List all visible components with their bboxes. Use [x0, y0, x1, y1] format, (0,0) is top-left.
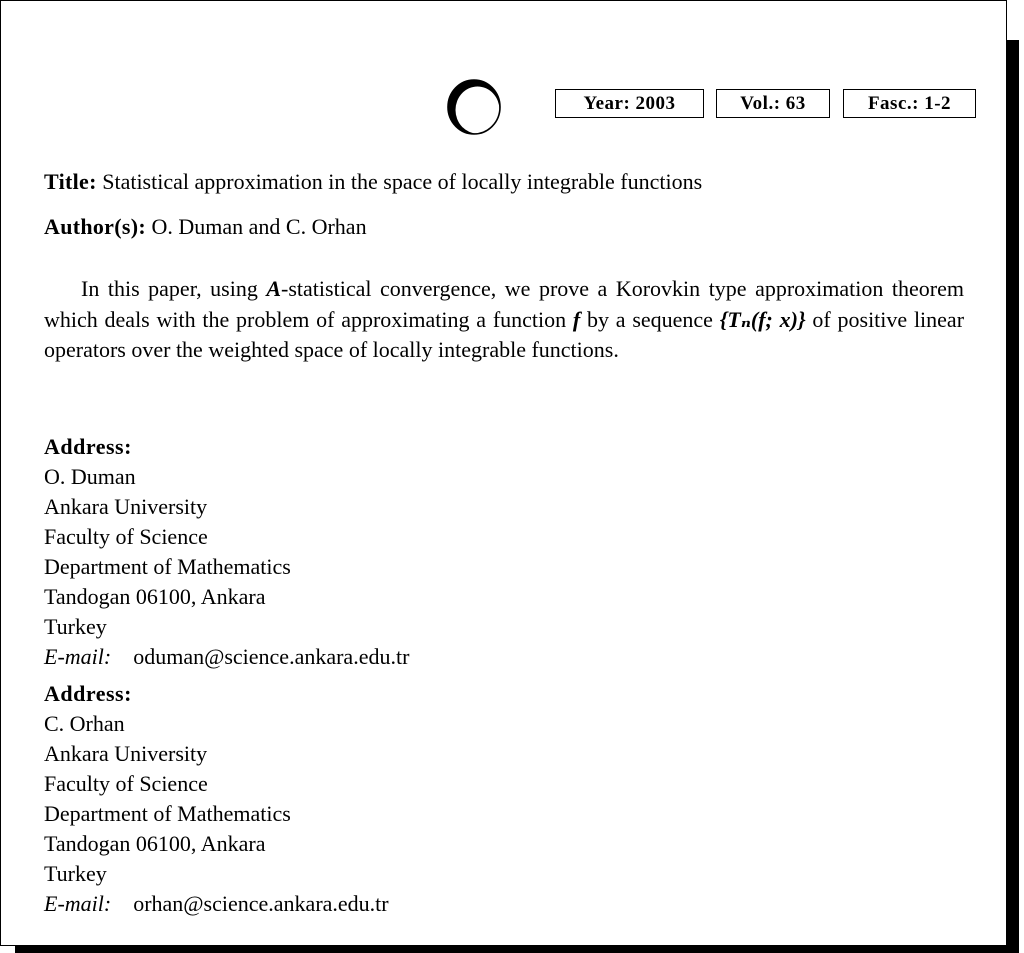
address-block-orhan — [44, 679, 389, 919]
paper-authors: O. Duman and C. Orhan — [151, 214, 367, 239]
year-badge: Year: 2003 — [555, 89, 704, 118]
address-country: Turkey — [44, 861, 107, 886]
email-address[interactable]: oduman@science.ankara.edu.tr — [133, 644, 410, 669]
title-label: Title: — [44, 169, 97, 194]
fascicle-badge: Fasc.: 1-2 — [843, 89, 976, 118]
abstract-math-sequence: {Tₙ(f; x)} — [719, 306, 806, 332]
paper-authors-row — [44, 212, 367, 242]
address-university: Ankara University — [44, 741, 208, 766]
address-department: Department of Mathematics — [44, 801, 291, 826]
address-email-row — [44, 642, 409, 672]
address-country: Turkey — [44, 614, 107, 639]
address-block-duman — [44, 432, 409, 672]
email-label: E-mail: — [44, 891, 112, 916]
address-email-row — [44, 889, 389, 919]
address-city: Tandogan 06100, Ankara — [44, 831, 266, 856]
address-name: C. Orhan — [44, 711, 125, 736]
address-name: O. Duman — [44, 464, 136, 489]
abstract-math-A: A — [266, 276, 282, 301]
address-label: Address: — [44, 681, 132, 706]
paper-title: Statistical approximation in the space of locally integrable functions — [102, 169, 703, 194]
address-university: Ankara University — [44, 494, 208, 519]
address-city: Tandogan 06100, Ankara — [44, 584, 266, 609]
abstract-paragraph — [44, 274, 964, 366]
abstract-text: by a sequence — [580, 306, 720, 332]
address-department: Department of Mathematics — [44, 554, 291, 579]
authors-label: Author(s): — [44, 214, 146, 239]
address-faculty: Faculty of Science — [44, 771, 208, 796]
crescent-circle-logo-icon — [447, 79, 503, 135]
paper-title-row — [44, 167, 702, 197]
abstract-text: of positive linear operators over the weighted space of locally integrable functions. — [44, 306, 965, 363]
email-address[interactable]: orhan@science.ankara.edu.tr — [133, 891, 389, 916]
abstract-text: In this paper, using — [81, 276, 267, 301]
volume-badge: Vol.: 63 — [716, 89, 830, 118]
address-faculty: Faculty of Science — [44, 524, 208, 549]
abstract-text: -statistical convergence, we prove a Korovkin type approximation theorem which deals with the problem of approximating a function — [44, 276, 964, 332]
abstract-math-f: f — [572, 306, 581, 332]
email-label: E-mail: — [44, 644, 112, 669]
address-label: Address: — [44, 434, 132, 459]
